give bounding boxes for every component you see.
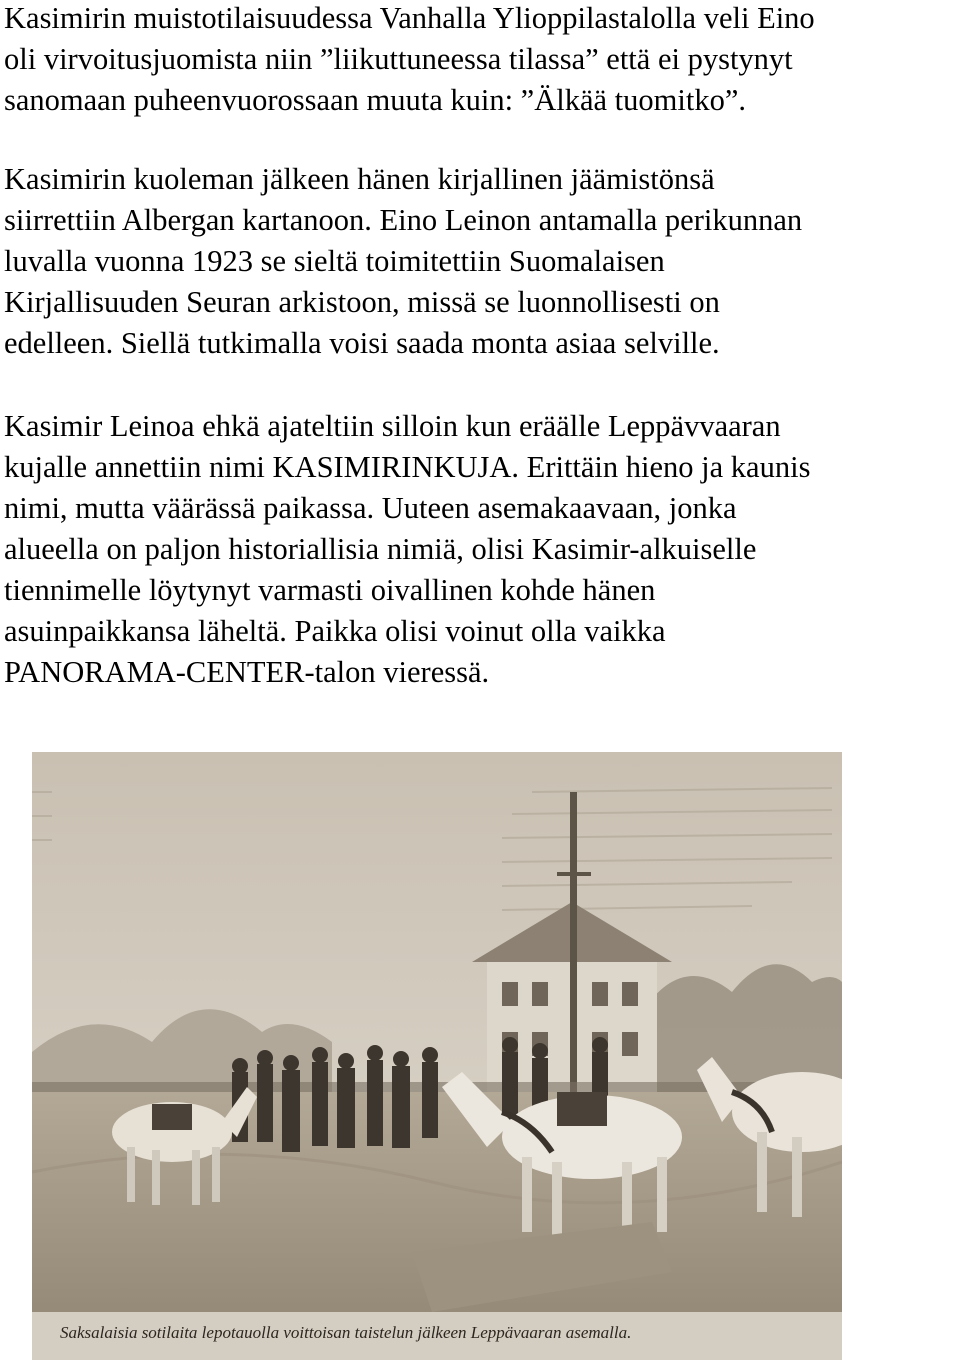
text-line: nimi, mutta väärässä paikassa. Uuteen asemakaavaan, jonka (4, 491, 737, 525)
text-line: Kasimir Leinoa ehkä ajateltiin silloin kun eräälle Leppävvaaran (4, 409, 781, 443)
telegraph-pole (570, 792, 577, 1122)
paragraph-archive (4, 159, 802, 364)
text-line: edelleen. Siellä tutkimalla voisi saada monta asiaa selville. (4, 326, 720, 360)
text-line: Kasimirin muistotilaisuudessa Vanhalla Ylioppilastalolla veli Eino (4, 1, 815, 35)
paragraph-memorial (4, 0, 815, 121)
historical-photo (32, 752, 842, 1360)
text-line: kujalle annettiin nimi KASIMIRINKUJA. Erittäin hieno ja kaunis (4, 450, 811, 484)
text-line: PANORAMA-CENTER-talon vieressä. (4, 655, 490, 689)
text-line: Kasimirin kuoleman jälkeen hänen kirjallinen jäämistönsä (4, 162, 715, 196)
photo-caption: Saksalaisia sotilaita lepotauolla voittoisan taistelun jälkeen Leppävaaran asemalla. (60, 1323, 632, 1342)
text-line: alueella on paljon historiallisia nimiä, olisi Kasimir-alkuiselle (4, 532, 757, 566)
paragraph-street-name (4, 406, 810, 693)
text-line: tiennimelle löytynyt varmasti oivallinen kohde hänen (4, 573, 656, 607)
text-line: sanomaan puheenvuorossaan muuta kuin: ”Älkää tuomitko”. (4, 83, 746, 117)
text-line: Kirjallisuuden Seuran arkistoon, missä se luonnollisesti on (4, 285, 720, 319)
text-line: luvalla vuonna 1923 se sieltä toimitettiin Suomalaisen (4, 244, 665, 278)
photo-illustration (32, 752, 842, 1360)
text-line: oli virvoitusjuomista niin ”liikuttuneessa tilassa” että ei pystynyt (4, 42, 793, 76)
text-line: asuinpaikkansa läheltä. Paikka olisi voinut olla vaikka (4, 614, 666, 648)
text-line: siirrettiin Albergan kartanoon. Eino Leinon antamalla perikunnan (4, 203, 803, 237)
